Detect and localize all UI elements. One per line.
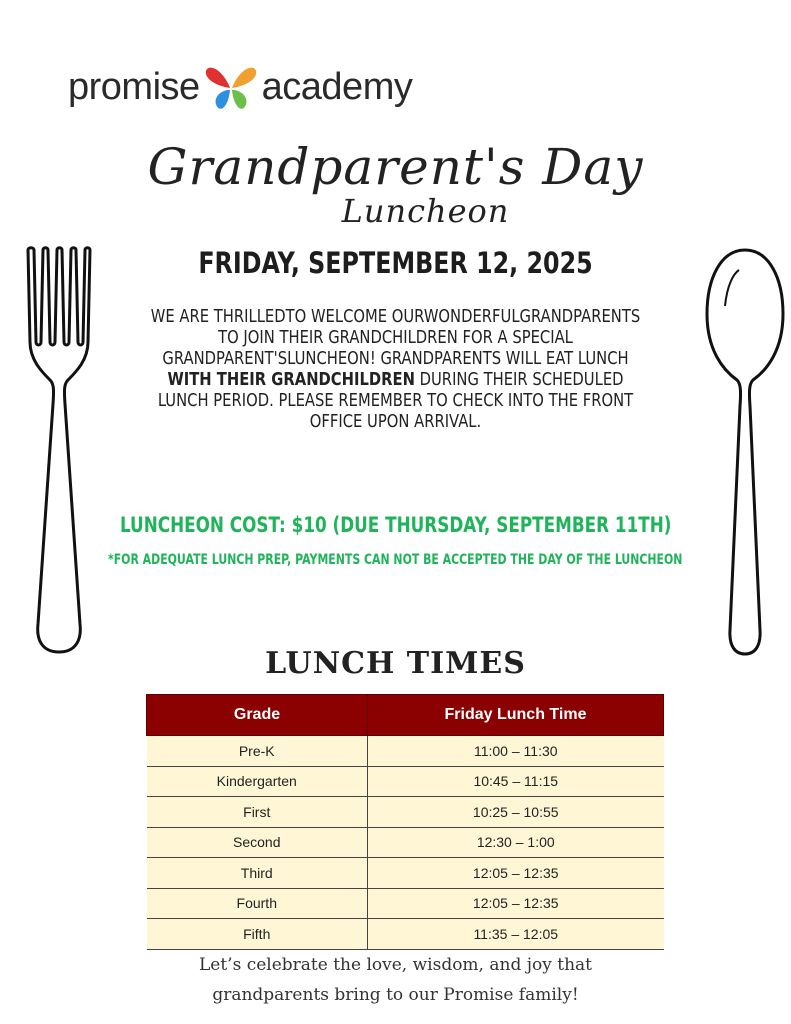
time-cell: 12:05 – 12:35	[368, 858, 664, 889]
grade-cell: Third	[147, 858, 368, 889]
event-subtitle: Luncheon	[341, 192, 510, 230]
promise-academy-logo	[68, 62, 412, 112]
grade-cell: Second	[147, 827, 368, 858]
payment-note	[0, 552, 791, 568]
intro-paragraph	[90, 306, 701, 432]
time-cell: 12:30 – 1:00	[368, 827, 664, 858]
table-row	[147, 919, 664, 950]
header-friday-lunch-time: Friday Lunch Time	[368, 695, 664, 736]
butterfly-icon	[202, 61, 260, 113]
payment-note-text: *FOR ADEQUATE LUNCH PREP, PAYMENTS CAN NOT BE ACCEPTED THE DAY OF THE LUNCHEON	[108, 552, 683, 568]
header-grade: Grade	[147, 695, 368, 736]
table-row	[147, 827, 664, 858]
table-row	[147, 797, 664, 828]
intro-text-part1: WE ARE THRILLEDTO WELCOME OURWONDERFULGRANDPARENTS TO JOIN THEIR GRANDCHILDREN FOR A SPECIAL GRANDPARENT'SLUNCHEON! GRANDPARENTS WILL EAT LUNCH	[150, 306, 641, 369]
fork-icon	[20, 244, 98, 656]
intro-text-part2: DURING THEIR SCHEDULED LUNCH PERIOD. PLEASE REMEMBER TO CHECK INTO THE FRONT OFFICE UPON ARRIVAL.	[157, 369, 634, 432]
luncheon-cost-text: LUNCHEON COST: $10 (DUE THURSDAY, SEPTEMBER 11TH)	[119, 513, 672, 537]
closing-line-1: Let’s celebrate the love, wisdom, and joy that	[198, 955, 592, 975]
time-cell: 11:00 – 11:30	[368, 736, 664, 767]
closing-message	[0, 950, 791, 1010]
time-cell: 10:45 – 11:15	[368, 766, 664, 797]
time-cell: 12:05 – 12:35	[368, 888, 664, 919]
intro-text-bold: WITH THEIR GRANDCHILDREN	[167, 369, 415, 390]
table-row	[147, 888, 664, 919]
event-date: FRIDAY, SEPTEMBER 12, 2025	[198, 246, 593, 280]
lunch-times-heading: LUNCH TIMES	[265, 646, 526, 681]
grade-cell: First	[147, 797, 368, 828]
lunch-times-table	[146, 694, 664, 950]
table-row	[147, 766, 664, 797]
time-cell: 10:25 – 10:55	[368, 797, 664, 828]
table-row	[147, 736, 664, 767]
grade-cell: Fourth	[147, 888, 368, 919]
luncheon-cost	[0, 513, 791, 537]
time-cell: 11:35 – 12:05	[368, 919, 664, 950]
table-header-row	[147, 695, 664, 736]
logo-word-academy: academy	[261, 65, 413, 108]
grade-cell: Fifth	[147, 919, 368, 950]
table-row	[147, 858, 664, 889]
spoon-icon	[703, 246, 787, 658]
grade-cell: Kindergarten	[147, 766, 368, 797]
closing-line-2: grandparents bring to our Promise family!	[212, 985, 579, 1005]
grade-cell: Pre-K	[147, 736, 368, 767]
logo-word-promise: promise	[68, 65, 200, 108]
event-title: Grandparent's Day	[147, 138, 644, 196]
